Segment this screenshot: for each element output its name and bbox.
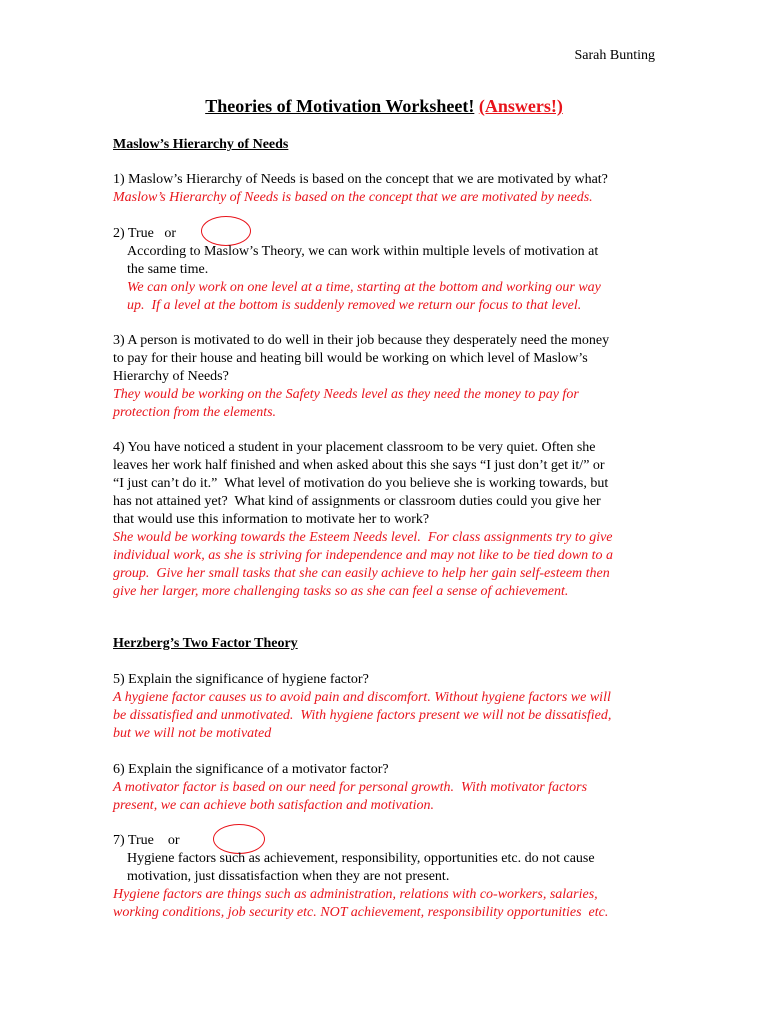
question-line: leaves her work half finished and when asked about this she says “I just don’t get it/” or	[113, 458, 605, 473]
section-heading-herzberg: Herzberg’s Two Factor Theory	[113, 636, 298, 651]
or-label: or	[167, 833, 180, 848]
answer-line: A hygiene factor causes us to avoid pain and discomfort. Without hygiene factors we will	[113, 690, 611, 705]
false-answer-circle	[201, 216, 251, 246]
author-name: Sarah Bunting	[574, 48, 655, 63]
answer-line: group. Give her small tasks that she can easily achieve to help her gain self-esteem then	[113, 566, 610, 581]
question-2-choice	[113, 225, 176, 243]
answer-line: up. If a level at the bottom is suddenly removed we return our focus to that level.	[127, 298, 582, 313]
or-label: or	[164, 226, 177, 241]
question-line: Hierarchy of Needs?	[113, 369, 229, 384]
question-7-choice	[113, 832, 180, 850]
title-main: Theories of Motivation Worksheet!	[205, 96, 475, 116]
answer-line: A motivator factor is based on our need for personal growth. With motivator factors	[113, 780, 588, 795]
answer-4	[113, 529, 613, 601]
answer-3	[113, 386, 579, 422]
question-line: 3) A person is motivated to do well in their job because they desperately need the money	[113, 333, 610, 348]
section-heading-maslow: Maslow’s Hierarchy of Needs	[113, 137, 289, 152]
question-6: 6) Explain the significance of a motivator factor?	[113, 762, 389, 777]
question-5: 5) Explain the significance of hygiene factor?	[113, 672, 369, 687]
answer-line: Hygiene factors are things such as administration, relations with co-workers, salaries,	[113, 887, 598, 902]
statement-line: According to Maslow’s Theory, we can work within multiple levels of motivation at	[127, 244, 599, 259]
title-answers: (Answers!)	[478, 96, 563, 116]
question-4	[113, 439, 608, 529]
answer-7	[113, 886, 608, 922]
statement-line: motivation, just dissatisfaction when they are not present.	[127, 869, 450, 884]
question-7-statement	[127, 850, 595, 886]
answer-line: be dissatisfied and unmotivated. With hygiene factors present we will not be dissatisfied,	[113, 708, 612, 723]
question-line: to pay for their house and heating bill would be working on which level of Maslow’s	[113, 351, 588, 366]
question-line: “I just can’t do it.” What level of motivation do you believe she is working towards, but	[113, 476, 609, 491]
answer-line: We can only work on one level at a time, starting at the bottom and working our way	[127, 280, 601, 295]
answer-2	[127, 279, 601, 315]
question-1: 1) Maslow’s Hierarchy of Needs is based on the concept that we are motivated by what?	[113, 172, 608, 187]
answer-6	[113, 779, 587, 815]
question-2-statement	[127, 243, 598, 279]
statement-line: the same time.	[127, 262, 209, 277]
answer-line: working conditions, job security etc. NOT achievement, responsibility opportunities etc.	[113, 905, 609, 920]
question-3	[113, 332, 609, 386]
question-line: 4) You have noticed a student in your placement classroom to be very quiet. Often she	[113, 440, 596, 455]
answer-line: present, we can achieve both satisfaction and motivation.	[113, 798, 435, 813]
answer-5	[113, 689, 611, 743]
statement-line: Hygiene factors such as achievement, responsibility, opportunities etc. do not cause	[127, 851, 595, 866]
answer-line: protection from the elements.	[113, 405, 277, 420]
question-line: that would use this information to motivate her to work?	[113, 512, 430, 527]
question-line: has not attained yet? What kind of assignments or classroom duties could you give her	[113, 494, 601, 509]
answer-line: They would be working on the Safety Needs level as they need the money to pay for	[113, 387, 579, 402]
true-option: 2) True	[113, 226, 154, 241]
answer-1: Maslow’s Hierarchy of Needs is based on the concept that we are motivated by needs.	[113, 190, 593, 205]
answer-line: individual work, as she is striving for independence and may not like to be tied down to a	[113, 548, 614, 563]
answer-line: but we will not be motivated	[113, 726, 272, 741]
page-title	[0, 96, 768, 117]
answer-line: give her larger, more challenging tasks so as she can feel a sense of achievement.	[113, 584, 569, 599]
answer-line: She would be working towards the Esteem Needs level. For class assignments try to give	[113, 530, 613, 545]
true-option: 7) True	[113, 833, 154, 848]
